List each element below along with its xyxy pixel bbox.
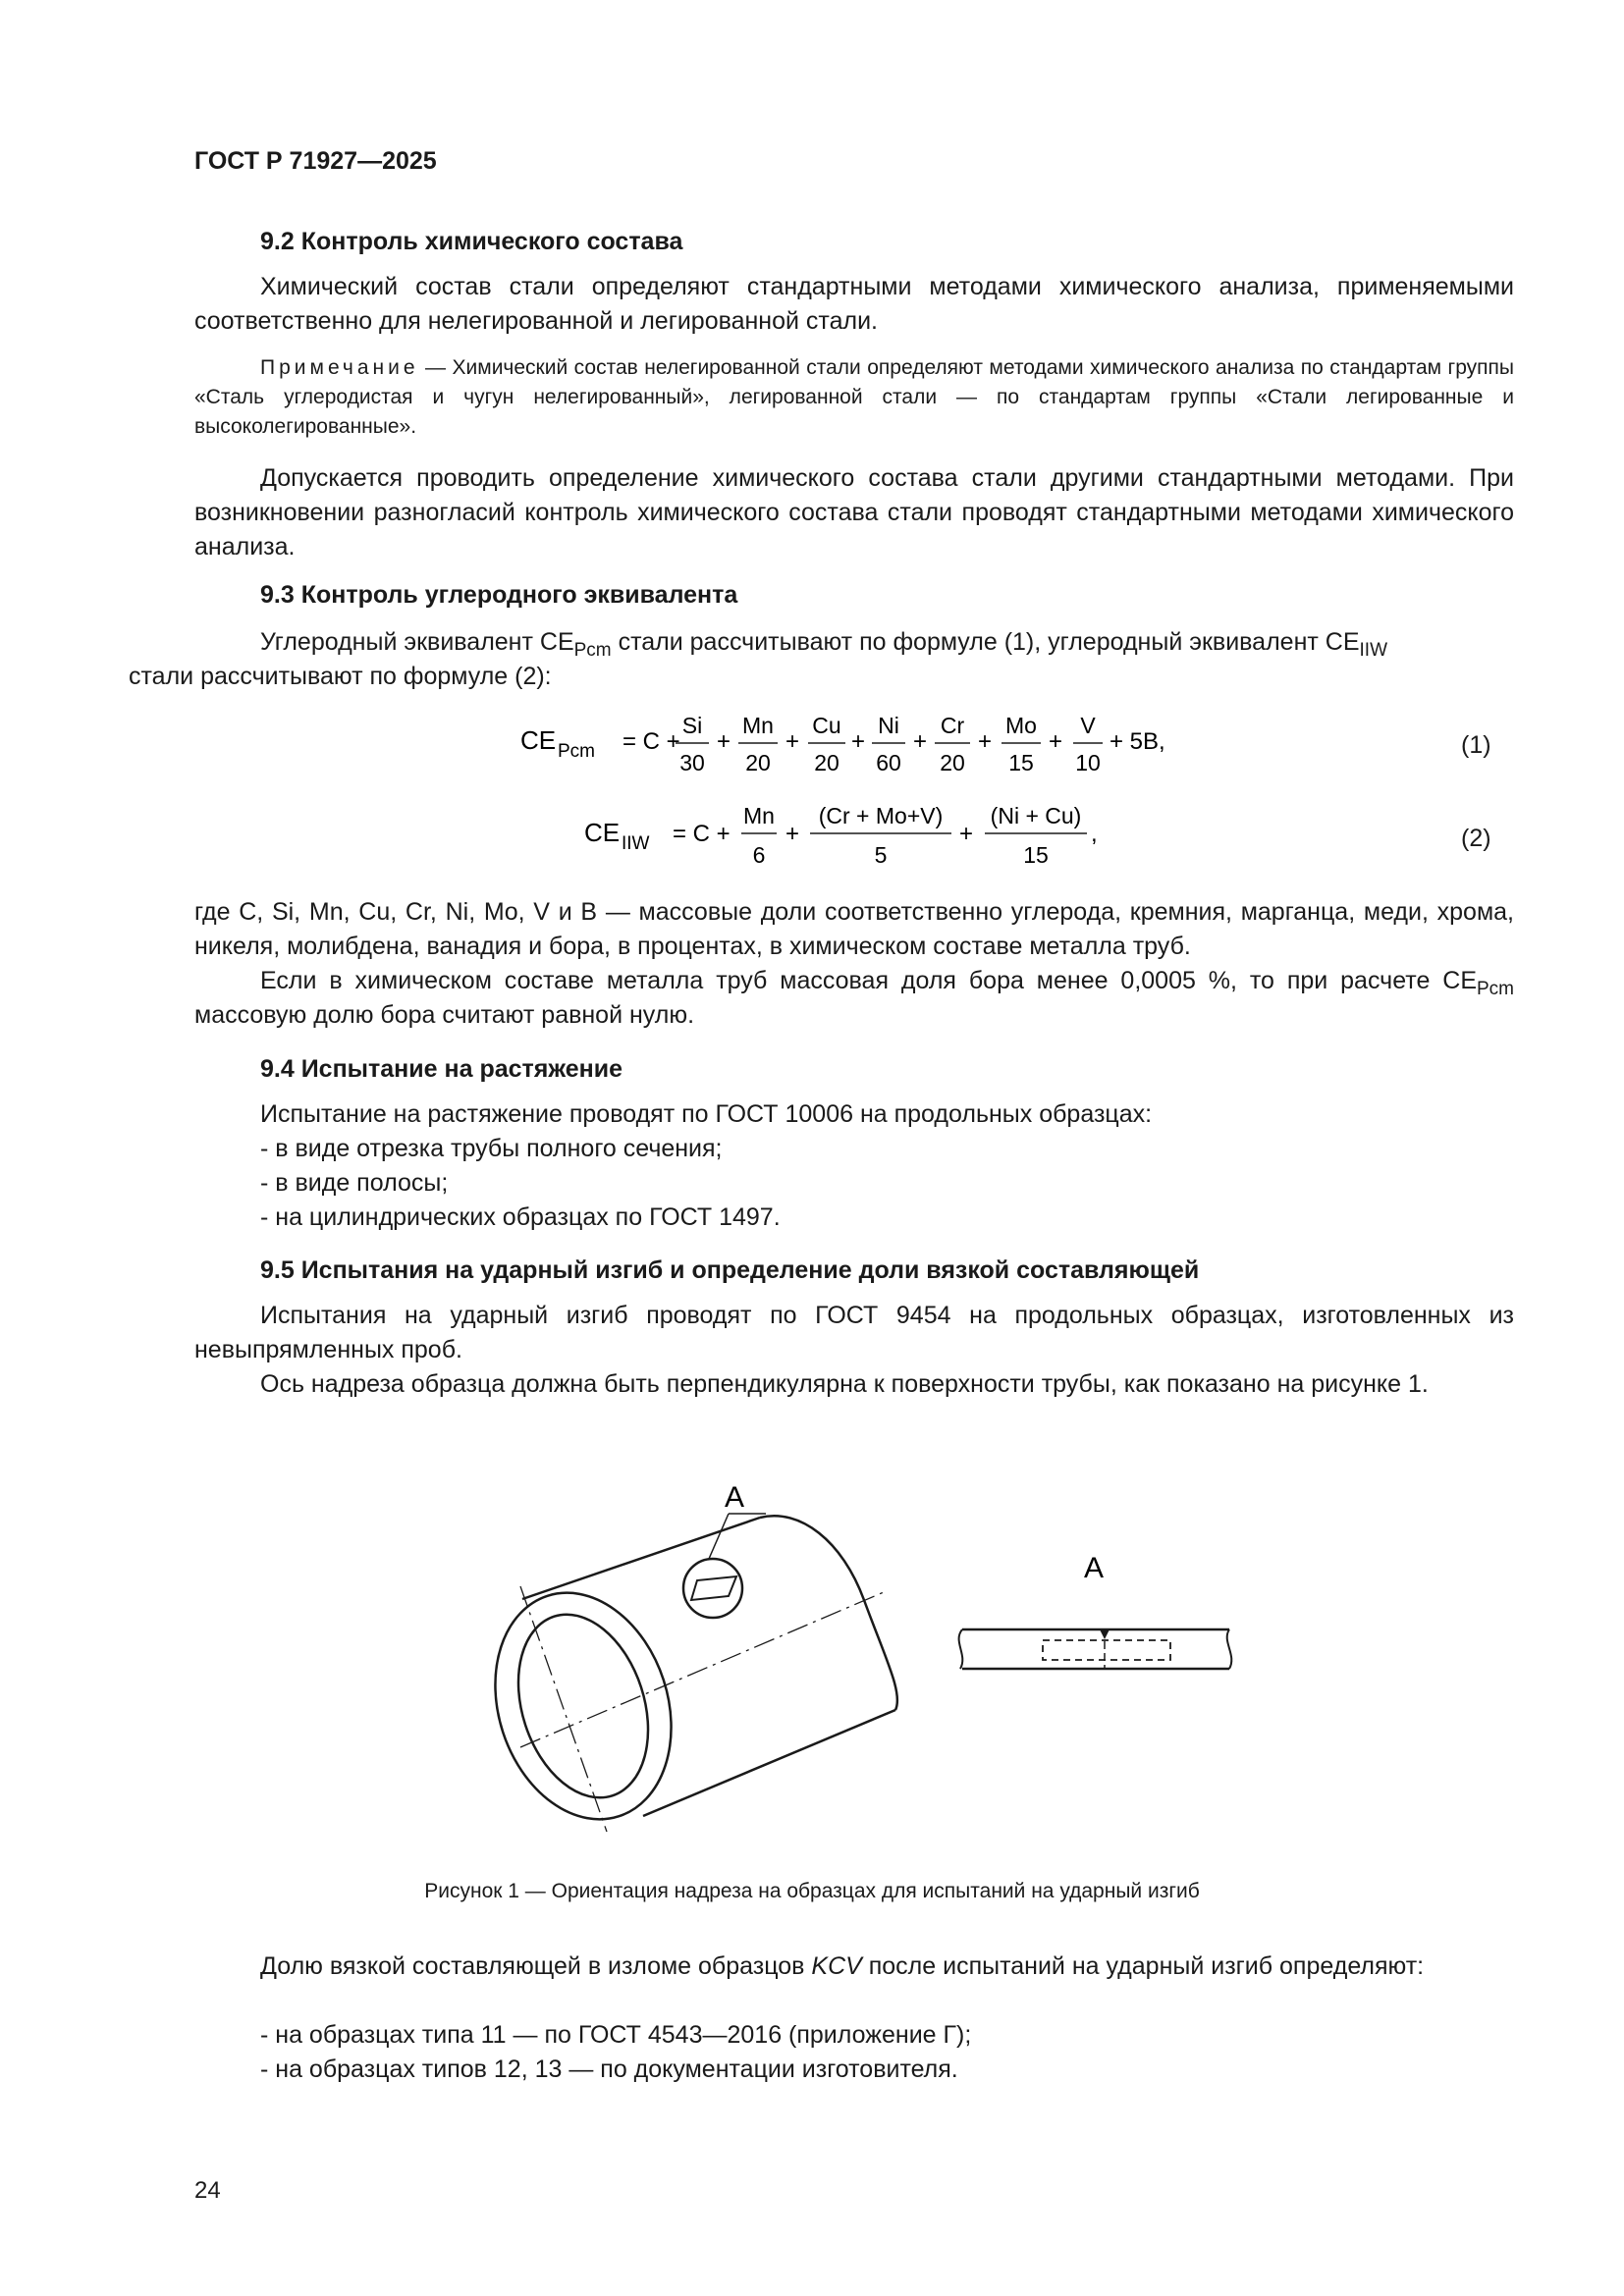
svg-text:Cr: Cr	[940, 713, 965, 738]
svg-text:+: +	[785, 728, 800, 755]
section-9-3-intro	[129, 625, 1514, 694]
formula-2	[550, 790, 1139, 879]
section-9-2-paragraph-2: Допускается проводить определение химического состава стали другими стандартными методами. При возникновении разногласий контроль химического состава стали проводят стандартными методами химического анализа.	[194, 464, 1514, 561]
section-9-2-paragraph-1: Химический состав стали определяют стандартными методами химического анализа, применяемыми соответственно для нелегированной и легированной стали.	[194, 273, 1514, 335]
note-label: Примечание	[260, 356, 419, 379]
svg-text:Ni: Ni	[878, 713, 899, 738]
svg-text:20: 20	[814, 750, 839, 775]
svg-text:Mo: Mo	[1005, 713, 1037, 738]
document-id-header: ГОСТ Р 71927—2025	[194, 147, 437, 175]
ductile-text-2: после испытаний на ударный изгиб определяют:	[861, 1952, 1425, 1980]
kcv-term: KCV	[811, 1952, 862, 1980]
formula-1-eq: = C +	[623, 728, 680, 755]
list-item: - в виде отрезка трубы полного сечения;	[260, 1135, 723, 1162]
formula-1-term-cu	[808, 713, 845, 775]
svg-text:+: +	[785, 821, 800, 847]
svg-text:20: 20	[745, 750, 771, 775]
boron-text-1: Если в химическом составе металла труб массовая доля бора менее 0,0005 %, то при расчете CE	[260, 967, 1477, 994]
svg-text:(Ni + Cu): (Ni + Cu)	[990, 803, 1082, 828]
svg-text:Cu: Cu	[812, 713, 841, 738]
intro-text-2: стали рассчитывают по формуле (1), углеродный эквивалент CE	[611, 628, 1360, 656]
formula-1-term-ni	[872, 713, 905, 775]
svg-text:+: +	[717, 728, 731, 755]
formula-1-term-si	[676, 713, 709, 775]
svg-text:Mn: Mn	[742, 713, 774, 738]
figure-label-a-left: А	[725, 1481, 745, 1514]
section-9-4-title: 9.4 Испытание на растяжение	[260, 1055, 623, 1083]
svg-text:15: 15	[1023, 842, 1049, 868]
section-9-2-title: 9.2 Контроль химического состава	[260, 228, 683, 255]
formula-1-lhs-sub: Pcm	[558, 741, 595, 762]
formula-1-term-cr	[935, 713, 970, 775]
formula-2-lhs: CE	[584, 818, 621, 847]
svg-text:5: 5	[874, 842, 888, 868]
section-view-a	[959, 1629, 1232, 1669]
formula-2-term-ni-cu	[985, 803, 1087, 868]
svg-text:60: 60	[876, 750, 901, 775]
section-9-2-note	[194, 353, 1514, 442]
figure-1-drawing	[461, 1453, 1276, 1865]
list-item: - в виде полосы;	[260, 1169, 449, 1197]
formula-2-number: (2)	[1461, 825, 1491, 852]
formula-1-number: (1)	[1461, 731, 1491, 759]
svg-text:V: V	[1080, 713, 1096, 738]
intro-text-3: стали рассчитывают по формуле (2):	[129, 663, 552, 690]
svg-text:+: +	[959, 821, 974, 847]
list-item: - на образцах типа 11 — по ГОСТ 4543—2016 (приложение Г);	[260, 2021, 972, 2049]
svg-text:+: +	[851, 728, 866, 755]
formula-1-term-v	[1073, 713, 1103, 775]
pipe-centerlines	[520, 1586, 884, 1832]
boron-note-paragraph	[194, 964, 1514, 1033]
figure-label-a-right: А	[1084, 1552, 1105, 1584]
formula-2-term-cr-mo-v	[810, 803, 951, 868]
formula-1	[491, 702, 1198, 790]
list-item: - на цилиндрических образцах по ГОСТ 1497.	[260, 1203, 781, 1231]
boron-text-2: массовую долю бора считают равной нулю.	[194, 1001, 695, 1029]
ductile-text-1: Долю вязкой составляющей в изломе образцов	[260, 1952, 812, 1980]
formula-1-lhs: CE	[520, 725, 557, 755]
formula-2-term-mn	[741, 803, 777, 868]
section-9-4-intro: Испытание на растяжение проводят по ГОСТ 10006 на продольных образцах:	[260, 1100, 1153, 1128]
subscript-pcm: Pcm	[573, 640, 612, 661]
section-9-3-title: 9.3 Контроль углеродного эквивалента	[260, 581, 738, 609]
formula-1-term-mn	[738, 713, 778, 775]
svg-text:Mn: Mn	[743, 803, 775, 828]
formula-1-term-mo	[1001, 713, 1041, 775]
intro-text-1: Углеродный эквивалент CE	[260, 628, 574, 656]
section-9-5-title: 9.5 Испытания на ударный изгиб и определение доли вязкой составляющей	[260, 1256, 1200, 1284]
svg-text:Si: Si	[681, 713, 703, 738]
subscript-iiw: IIW	[1359, 640, 1388, 661]
svg-text:15: 15	[1008, 750, 1034, 775]
formula-1-tail: + 5B,	[1110, 728, 1165, 755]
formula-2-tail: ,	[1091, 821, 1098, 847]
boron-subscript: Pcm	[1477, 979, 1514, 999]
svg-text:6: 6	[752, 842, 766, 868]
svg-text:20: 20	[940, 750, 965, 775]
svg-text:(Cr + Mo+V): (Cr + Mo+V)	[818, 803, 944, 828]
svg-text:+: +	[913, 728, 928, 755]
ductile-fraction-paragraph	[194, 1949, 1514, 1984]
list-item: - на образцах типов 12, 13 — по документации изготовителя.	[260, 2056, 958, 2083]
section-9-5-paragraph-1: Испытания на ударный изгиб проводят по ГОСТ 9454 на продольных образцах, изготовленных из невыпрямленных проб.	[194, 1302, 1514, 1363]
svg-text:30: 30	[679, 750, 705, 775]
page-number: 24	[194, 2177, 221, 2204]
note-text: — Химический состав нелегированной стали определяют методами химического анализа по стандартам группы «Сталь углеродистая и чугун нелегированный», легированной стали — по стандартам группы «Стали легированные и высоколегированные».	[194, 356, 1514, 438]
formula-variables-explanation: где C, Si, Mn, Cu, Cr, Ni, Mo, V и B — массовые доли соответственно углерода, кремния, марганца, меди, хрома, никеля, молибдена, ванадия и бора, в процентах, в химическом составе металла труб.	[194, 898, 1514, 960]
section-9-5-paragraph-2: Ось надреза образца должна быть перпендикулярна к поверхности трубы, как показано на рисунке 1.	[260, 1370, 1429, 1398]
svg-text:+: +	[978, 728, 993, 755]
formula-2-lhs-sub: IIW	[622, 833, 650, 854]
pipe-drawing	[467, 1516, 897, 1842]
svg-text:+: +	[1049, 728, 1063, 755]
svg-text:10: 10	[1075, 750, 1101, 775]
figure-1-caption: Рисунок 1 — Ориентация надреза на образцах для испытаний на ударный изгиб	[424, 1880, 1200, 1902]
formula-2-eq: = C +	[673, 821, 731, 847]
